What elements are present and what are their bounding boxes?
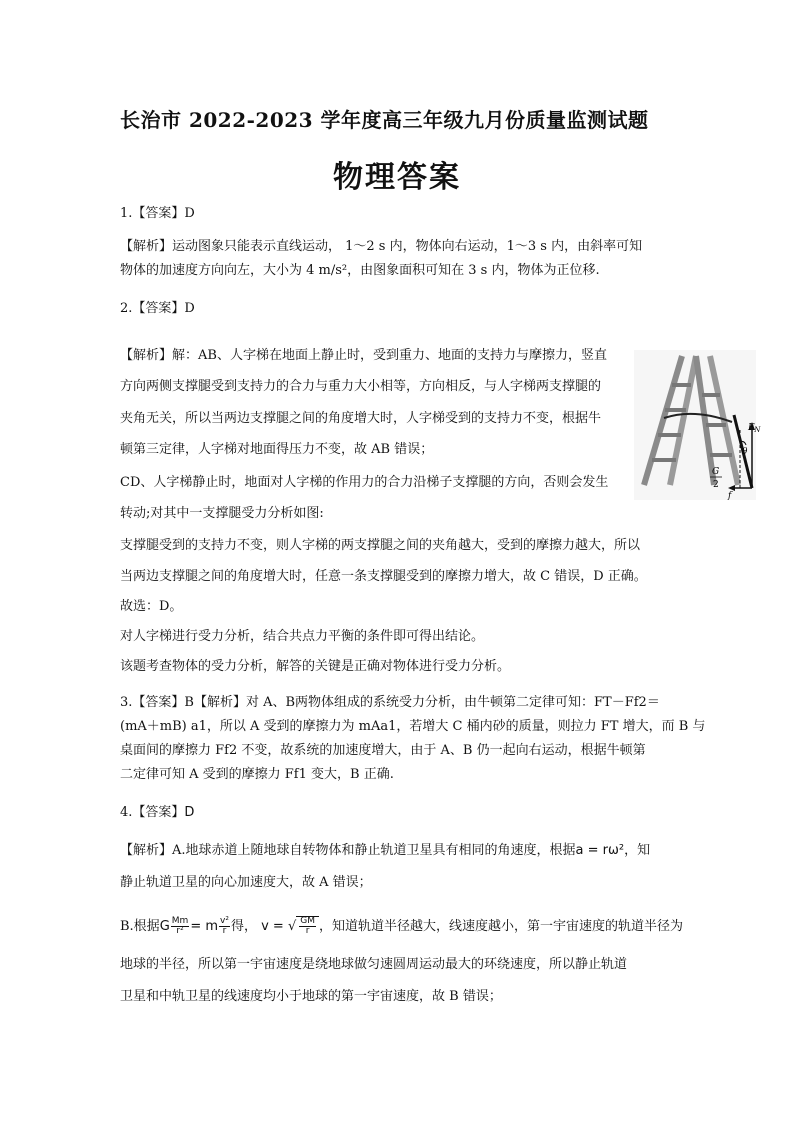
q3-line-2: (mA＋mB) a1，所以 A 受到的摩擦力为 mAa1，若增大 C 桶内砂的质量，则拉力 FT 增大，而 B 与 bbox=[120, 719, 706, 734]
fraction-numerator: Mm bbox=[171, 916, 189, 926]
q2-analysis-line-1: 【解析】解：AB、人字梯在地面上静止时，受到重力、地面的支持力与摩擦力，竖直 bbox=[120, 348, 607, 363]
label-theta: θ bbox=[742, 447, 748, 457]
page-title: 物理答案 bbox=[333, 160, 461, 195]
q4-formula-centripetal: a = rω² bbox=[575, 843, 625, 858]
q1-analysis-line-1: 【解析】运动图象只能表示直线运动， 1～2 s 内，物体向右运动，1～3 s 内，由斜率可知 bbox=[120, 239, 643, 254]
ladder-force-diagram bbox=[634, 350, 761, 501]
document-title: 长治市 2022-2023 学年度高三年级九月份质量监测试题 bbox=[120, 108, 649, 132]
q3-line-1: 3.【答案】B【解析】对 A、B两物体组成的系统受力分析，由牛顿第二定律可知：FT－Ff2＝ bbox=[120, 695, 660, 710]
fraction-denominator: r² bbox=[176, 926, 184, 936]
q4-answer-prefix: 4.【答案】 bbox=[120, 805, 185, 820]
q2-analysis-line-11: 该题考查物体的受力分析，解答的关键是正确对物体进行受力分析。 bbox=[120, 659, 511, 674]
q4-answer bbox=[120, 804, 194, 822]
sqrt-body bbox=[296, 916, 319, 936]
label-f: f bbox=[728, 491, 732, 501]
q2-analysis-line-2: 方向两侧支撑腿受到支持力的合力与重力大小相等，方向相反，与人字梯两支撑腿的 bbox=[120, 379, 602, 394]
fraction-numerator: v² bbox=[220, 916, 229, 926]
label-g: G bbox=[712, 467, 720, 477]
label-fn: $F_N$ bbox=[748, 423, 761, 434]
q2-analysis-line-5: CD、人字梯静止时，地面对人字梯的作用力的合力沿梯子支撑腿的方向，否则会发生 bbox=[120, 475, 609, 490]
fraction-denominator: r bbox=[222, 926, 227, 936]
q4-analysis-line-4: 地球的半径，所以第一宇宙速度是绕地球做匀速圆周运动最大的环绕速度，所以静止轨道 bbox=[120, 957, 628, 972]
q4-analysis-line-2: 静止轨道卫星的向心加速度大，故 A 错误； bbox=[120, 875, 372, 890]
fraction-v2-r bbox=[219, 917, 230, 936]
q2-analysis-line-6: 转动;对其中一支撑腿受力分析如图: bbox=[120, 506, 324, 521]
symbol-g: G bbox=[159, 919, 170, 934]
q2-analysis-line-4: 顿第三定律，人字梯对地面得压力不变，故 AB 错误； bbox=[120, 442, 434, 457]
symbol-equals-m: = m bbox=[190, 919, 219, 934]
q2-answer: 2.【答案】D bbox=[120, 301, 195, 316]
q1-answer: 1.【答案】D bbox=[120, 206, 195, 221]
q2-analysis-line-10: 对人字梯进行受力分析，结合共点力平衡的条件即可得出结论。 bbox=[120, 629, 485, 644]
q4-line3-de: 得， bbox=[230, 919, 257, 934]
q3-line-3: 桌面间的摩擦力 Ff2 不变，故系统的加速度增大，由于 A、B 仍一起向右运动，根据牛顿第 bbox=[120, 743, 646, 758]
q4-line1-tail: ，知 bbox=[624, 843, 651, 858]
q4-formula-velocity: v = √ $\frac{GM}{r}$ bbox=[261, 919, 319, 934]
q3-line-4: 二定律可知 A 受到的摩擦力 Ff1 变大，B 正确. bbox=[120, 767, 394, 782]
q4-analysis-line-5: 卫星和中轨卫星的线速度均小于地球的第一宇宙速度，故 B 错误； bbox=[120, 989, 502, 1004]
fraction-mm-r2 bbox=[171, 917, 190, 936]
fraction-gm-r bbox=[299, 917, 316, 936]
q2-analysis-line-3: 夹角无关，所以当两边支撑腿之间的角度增大时，人字梯受到的支持力不变，根据牛 bbox=[120, 411, 602, 426]
q4-analysis-line-3 bbox=[120, 916, 683, 936]
q4-line3-lead: B.根据 bbox=[120, 919, 160, 934]
symbol-v: v = bbox=[261, 919, 284, 934]
q2-analysis-line-7: 支撑腿受到的支持力不变，则人字梯的两支撑腿之间的夹角越大，受到的摩擦力越大，所以 bbox=[120, 538, 641, 553]
q4-line1-text: 【解析】A.地球赤道上随地球自转物体和静止轨道卫星具有相同的角速度，根据 bbox=[120, 843, 576, 858]
fraction-numerator: GM bbox=[300, 916, 315, 926]
q2-analysis-line-8: 当两边支撑腿之间的角度增大时，任意一条支撑腿受到的摩擦力增大，故 C 错误，D 正确。 bbox=[120, 569, 647, 584]
label-two: 2 bbox=[713, 480, 719, 490]
q4-analysis-line-1 bbox=[120, 842, 650, 860]
q4-answer-letter: D bbox=[184, 805, 195, 820]
q2-analysis-line-9: 故选：D。 bbox=[120, 599, 183, 614]
q1-analysis-line-2: 物体的加速度方向向左，大小为 4 m/s²，由图象面积可知在 3 s 内，物体为正位移. bbox=[120, 263, 600, 278]
q4-line3-tail: ，知道轨道半径越大，线速度越小，第一宇宙速度的轨道半径为 bbox=[319, 919, 684, 934]
fraction-denominator: r bbox=[305, 926, 310, 936]
q4-formula-gravity bbox=[159, 916, 231, 936]
